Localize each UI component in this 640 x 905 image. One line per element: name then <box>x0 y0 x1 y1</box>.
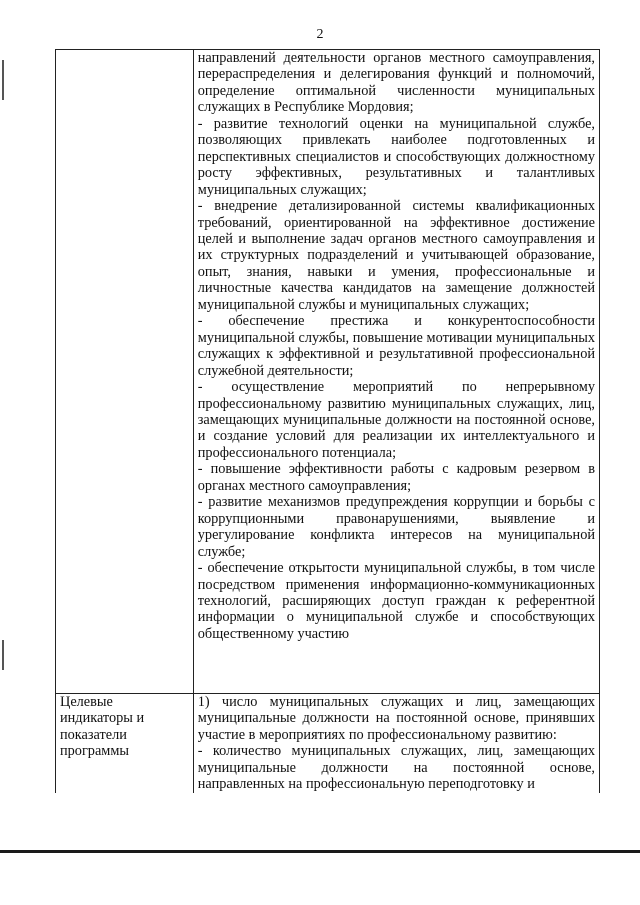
row1-paragraph: - развитие механизмов предупреждения коррупции и борьбы с коррупционными правонарушениями, выявление и урегулирование конфликта интересов на муниципальной службе; <box>197 494 595 560</box>
row1-paragraph: - обеспечение престижа и конкурентоспособности муниципальной службы, повышение мотивации муниципальных служащих к эффективной и результативной профессиональной служебной деятельности; <box>197 313 595 379</box>
row1-paragraph: - развитие технологий оценки на муниципальной службе, позволяющих привлекать наиболее подготовленных и перспективных специалистов и способствующих должностному росту эффективных, результативных и талантливых муниципальных служащих; <box>197 115 595 198</box>
row1-paragraph: - обеспечение открытости муниципальной службы, в том числе посредством применения информационно-коммуникационных технологий, расширяющих доступ граждан к референтной информации о муниципальной службе и способствующих общественному участию <box>197 560 595 642</box>
table-row-tasks <box>56 50 600 694</box>
scan-bottom-rule <box>0 850 640 853</box>
scan-edge-mark <box>2 60 4 100</box>
row2-content-cell <box>193 694 599 793</box>
row2-paragraph: 1) число муниципальных служащих и лиц, замещающих муниципальные должности на постоянной основе, принявших участие в мероприятиях по профессиональному развитию: <box>197 694 595 743</box>
table-row-indicators <box>56 694 600 793</box>
scan-edge-mark <box>2 640 4 670</box>
row1-paragraph: - повышение эффективности работы с кадровым резервом в органах местного самоуправления; <box>197 461 595 494</box>
row1-paragraph: направлений деятельности органов местного самоуправления, перераспределения и делегирования функций и полномочий, определение оптимальной численности муниципальных служащих в Республике Мордовия; <box>197 50 595 116</box>
row1-content-cell <box>193 50 599 694</box>
row2-paragraph: - количество муниципальных служащих, лиц, замещающих муниципальные должности на постоянной основе, направленных на профессиональную переподготовку и <box>197 743 595 793</box>
row2-label-cell: Целевые индикаторы и показатели программы <box>56 694 194 793</box>
program-passport-table <box>55 49 600 793</box>
page-number: 2 <box>316 27 324 42</box>
row1-paragraph: - внедрение детализированной системы квалификационных требований, ориентированной на эффективное достижение целей и выполнение задач органов местного самоуправления и их структурных подразделений и учитывающей образование, опыт, знания, навыки и умения, профессиональные и личностные качества кандидатов на замещение должностей муниципальной службы и муниципальных служащих; <box>197 198 595 313</box>
row1-paragraph: - осуществление мероприятий по непрерывному профессиональному развитию муниципальных служащих, лиц, замещающих муниципальные должности на постоянной основе, и создание условий для реализации их интеллектуального и профессионального потенциала; <box>197 379 595 461</box>
row1-label-cell <box>56 50 194 694</box>
